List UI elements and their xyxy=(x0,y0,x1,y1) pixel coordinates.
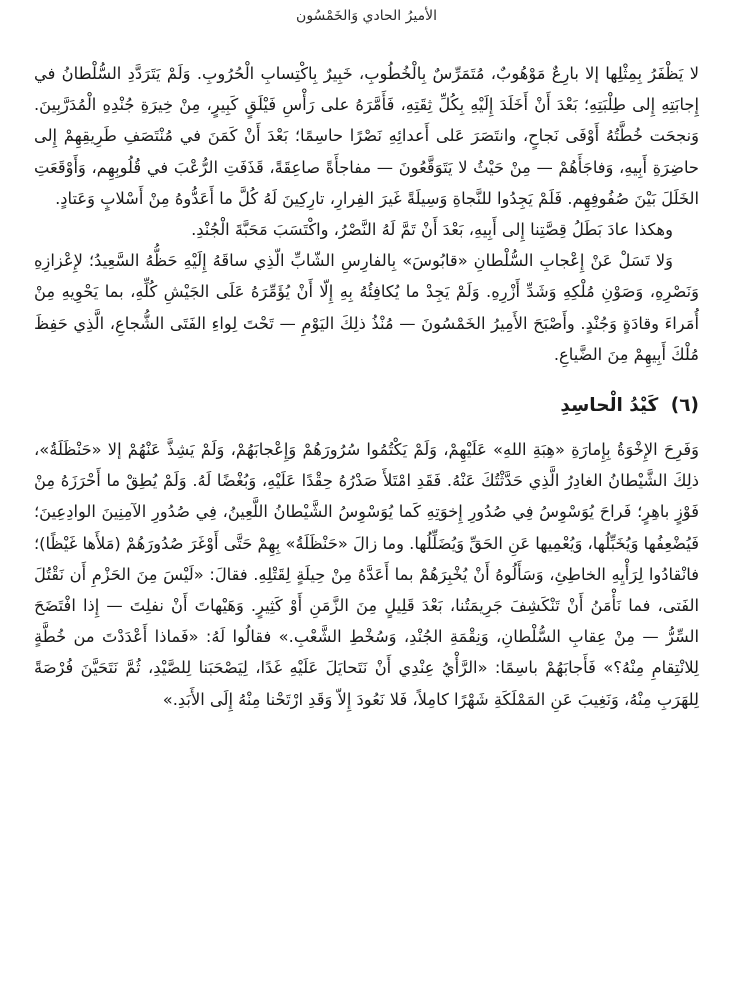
section-number: (٦) xyxy=(670,395,699,417)
section-heading xyxy=(34,391,699,421)
section-one xyxy=(34,58,699,370)
paragraph: لا يَظْفَرُ بِمِثْلِها إلا بارِعٌ مَوْهُوبٌ، مُتَمَرِّسٌ بِالْخُطُوبِ، خَبِيرٌ بِاكْتِسابِ الْحُرُوبِ. وَلَمْ يَتَرَدَّدِ السُّلْطانُ في إِجابَتِهِ إِلى طِلْبَتِهِ؛ بَعْدَ أَنْ أَخَلَدَ إِلَيْهِ بِكُلِّ ثِقَتِهِ، فَأَمَّرَهُ على رَأْسِ فَيْلَقٍ كَبِيرٍ، مِنْ خِيرَةِ جُنْدِهِ الْمُدَرَّبِينَ. وَنجحَت خُطَّتُهُ أَوْفَى نَجاحٍ، وانتَصَرَ عَلى أَعدائِهِ نَصْرًا حاسِمًا؛ بَعْدَ أَنْ كَمَنَ في مُنْتَصَفِ طَرِيقِهِمْ إِلى حاضِرَةِ أَبِيهِ، وَفاجَأَهُمْ — مِنْ حَيْثُ لا يَتَوَقَّعُونَ — مفاجأَةً صاعِقَةً، قَذَفَتِ الرُّعْبَ في قُلُوبِهِم، وَأَوْقَعَتِ الخَلَلَ بَيْنَ صُفُوفِهِم. فَلَمْ يَجِدُوا للنَّجاةِ وَسِيلَةً غَيرَ الفِرارِ، تارِكِينَ لَهُ كُلَّ ما أَعَدُّوهُ مِنْ أَسْلابٍ وَعَتادٍ. xyxy=(34,64,699,208)
section-two xyxy=(34,434,699,715)
paragraph: وَلا تَسَلْ عَنْ إِعْجابِ السُّلْطانِ «قابُوسَ» بِالفارِسِ الشّابِّ الّذِي ساقَهُ إِلَيْهِ حَظُّهُ السَّعِيدُ؛ لإِعْزازِهِ وَنَصْرِهِ، وَصَوْنِ مُلْكِهِ وَشَدِّ أَزْرِهِ. وَلَمْ يَجِدْ ما يُكافِئُهُ بِهِ إِلّا أَنْ يُؤَمِّرَهُ عَلَى الجَيْشِ كُلِّهِ، بما يَحْوِيهِ مِنْ أُمَراءَ وقادَةٍ وَجُنْدٍ. وأَصْبَحَ الأَمِيرُ الخَمْسُونَ — مُنْذُ ذلِكَ اليَوْمِ — تَحْتَ لِواءِ الفَتَى الشُّجاعِ، الَّذِي حَفِظَ مُلْكَ أَبِيهِمْ مِنَ الضَّياعِ. xyxy=(34,251,699,364)
page-body xyxy=(34,58,699,715)
paragraph: وَفَرِحَ الإِخْوَةُ بِإِمارَةِ «هِبَةِ اللهِ» عَلَيْهِمْ، وَلَمْ يَكْتُمُوا سُرُورَهُمْ وَإِعْجابَهُمْ، وَلَمْ يَشِذَّ عَنْهُمْ إلا «حَنْظَلَةُ»، ذلِكَ الشَّيْطانُ الغادِرُ الَّذِي حَدَّثْتُكَ عَنْهُ. فَقَدِ امْتَلأَ صَدْرُهُ حِقْدًا عَلَيْهِ، وَبُغْضًا لَهُ. وَلَمْ يُطِقْ ما أَحْرَزَهُ مِنْ فَوْزٍ باهِرٍ؛ فَراحَ يُوَسْوِسُ فِي صُدُورِ إِخوَتِهِ كَما يُوَسْوِسُ الشَّيْطانُ اللَّعِينُ، فِي صُدُورِ الآمِنِينَ الوادِعِينَ؛ فَيُضْعِفُها وَيُخَبِّلُها، وَيُعْمِيها عَنِ الحَقِّ وَيُضَلِّلُها. وما زالَ «حَنْظَلَةُ» بِهِمْ حَتَّى أَوْغَرَ صُدُورَهُمْ (مَلأَها غَيْظًا)؛ فانْقادُوا لِرَأْيِهِ الخاطِئِ، وَسَأَلُوهُ أَنْ يُخْبِرَهُمْ بما أَعَدَّهُ مِنْ حِيلَةٍ لِقَتْلِهِ. فقالَ: «لَيْسَ مِنَ الحَزْمِ أَن نَقْتُلَ الفَتى، فما نَأْمَنُ أَنْ تَنْكَشِفَ جَرِيمَتُنا، بَعْدَ قَلِيلٍ مِنَ الزَّمَنِ أَوْ كَثِيرٍ. وَهَيْهاتَ أَنْ نفلِتَ — إِذا افْتَضَحَ السِّرُّ — مِنْ عِقابِ السُّلْطانِ، وَنِقْمَةِ الجُنْدِ، وَسُخْطِ الشَّعْبِ.» فقالُوا لَهُ: «فَماذا أَعْدَدْتَ من خُطَّةٍ لِلانْتِقامِ مِنْهُ؟» فَأَجابَهُمْ باسِمًا: «الرَّأْيُ عِنْدِي أَنْ نَتَحايَلَ عَلَيْهِ غَدًا، لِيَصْحَبَنا لِلصَّيْدِ، ثُمَّ نَتَحَيَّنَ فُرْصَةً لِلهَرَبِ مِنْهُ، وَنَغِيبَ عَنِ المَمْلَكَةِ شَهْرًا كامِلاً، فَلا نَعُودَ إِلاّ وَقَدِ ارْتَحْنا مِنْهُ إِلَى الأَبَدِ.» xyxy=(34,440,699,709)
section-title: كَيْدُ الْحاسِدِ xyxy=(560,395,659,417)
paragraph: وهكذا عادَ بَطَلُ قِصَّتِنا إِلى أَبِيهِ، بَعْدَ أَنْ تَمَّ لَهُ النَّصْرُ، واكْتَسَبَ مَحَبَّةَ الْجُنْدِ. xyxy=(191,220,673,240)
running-header: الأميرُ الحادي وَالخَمْسُون xyxy=(296,8,437,24)
